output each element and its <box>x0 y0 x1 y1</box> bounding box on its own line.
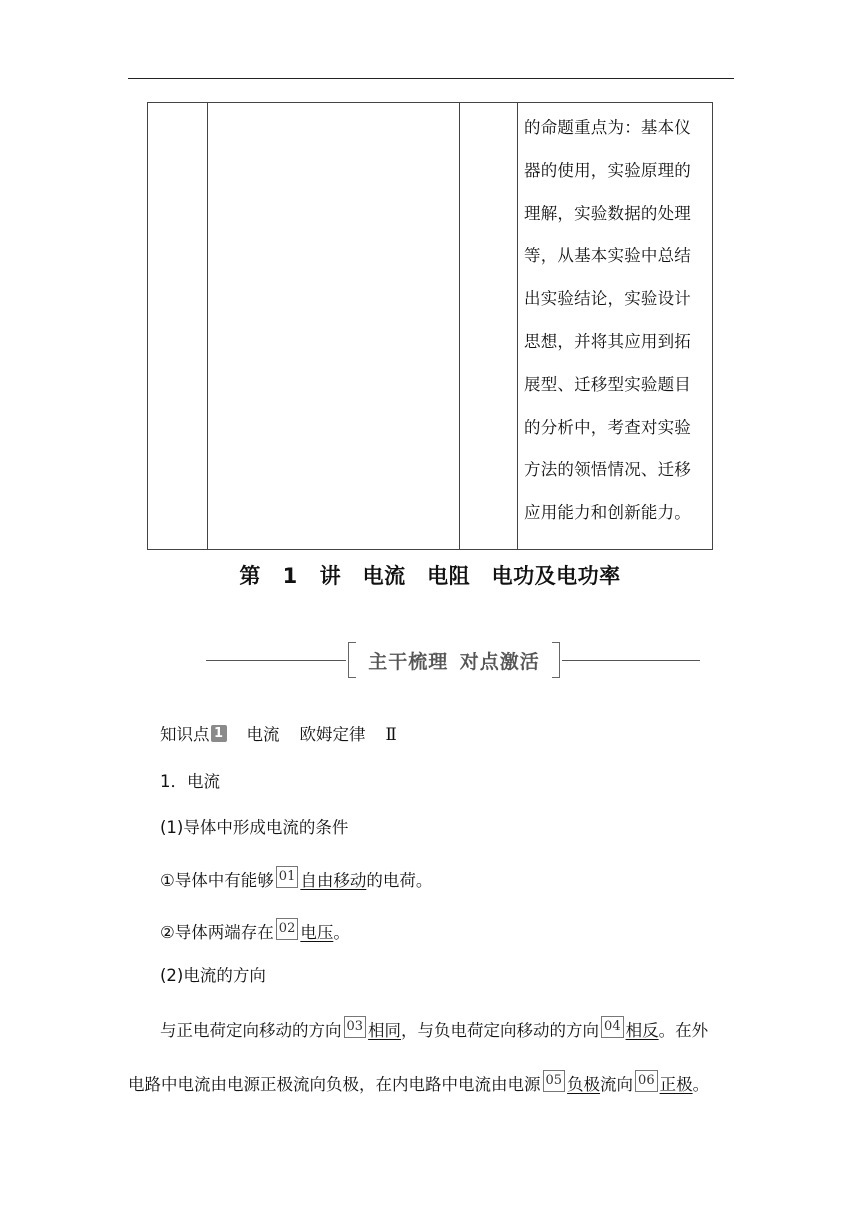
cell-line: 理解，实验数据的处理 <box>524 203 691 223</box>
section-banner <box>348 642 560 676</box>
section-title: 1．电流 <box>160 772 220 791</box>
paragraph-line: 与正电荷定向移动的方向 03 相同，与负电荷定向移动的方向 04 相反。在外 <box>160 1016 708 1043</box>
list-item: ①导体中有能够 01 自由移动的电荷。 <box>160 866 432 893</box>
blank-number: 05 <box>543 1070 566 1092</box>
cell-line: 等，从基本实验中总结 <box>524 246 691 266</box>
answer-text: 自由移动 <box>300 871 367 890</box>
cell-line: 的分析中，考查对实验 <box>524 417 691 437</box>
answer-text: 负极 <box>567 1075 601 1094</box>
table-row <box>148 103 713 550</box>
banner-rule-left <box>206 660 346 661</box>
answer-text: 相同 <box>368 1021 402 1040</box>
answer-text: 电压 <box>300 923 334 942</box>
lecture-title: 第 1 讲 电流 电阻 电功及电功率 <box>239 564 621 588</box>
knowledge-topic: 欧姆定律 <box>299 725 366 744</box>
knowledge-topic: 电流 <box>246 725 280 744</box>
cell-line: 出实验结论，实验设计 <box>524 289 691 309</box>
subsection-title: (1)导体中形成电流的条件 <box>160 818 349 837</box>
list-item: ②导体两端存在 02 电压。 <box>160 918 350 945</box>
cell-line: 应用能力和创新能力。 <box>524 503 691 523</box>
knowledge-label: 知识点 <box>160 725 210 744</box>
knowledge-level: Ⅱ <box>385 725 397 744</box>
continued-table <box>147 102 713 550</box>
table-cell <box>208 103 460 550</box>
knowledge-point-heading <box>160 723 397 747</box>
banner-rule-right <box>562 660 700 661</box>
table-cell <box>460 103 518 550</box>
blank-number: 04 <box>601 1016 624 1038</box>
cell-line: 思想，并将其应用到拓 <box>524 331 691 351</box>
cell-line: 展型、迁移型实验题目 <box>524 374 691 394</box>
subsection-title: (2)电流的方向 <box>160 966 266 985</box>
answer-text: 相反 <box>625 1021 659 1040</box>
answer-text: 正极 <box>659 1075 693 1094</box>
blank-number: 01 <box>276 866 299 888</box>
cell-line: 方法的领悟情况、迁移 <box>524 460 691 480</box>
table-cell-description <box>518 103 713 550</box>
header-rule <box>128 78 734 79</box>
table-cell <box>148 103 208 550</box>
blank-number: 02 <box>276 918 299 940</box>
knowledge-number-badge: 1 <box>211 725 227 742</box>
cell-line: 器的使用，实验原理的 <box>524 160 691 180</box>
cell-line: 的命题重点为：基本仪 <box>524 118 691 137</box>
blank-number: 06 <box>635 1070 658 1092</box>
paragraph-line: 电路中电流由电源正极流向负极，在内电路中电流由电源 05 负极流向 06 正极。 <box>128 1070 709 1097</box>
blank-number: 03 <box>344 1016 367 1038</box>
banner-text: 主干梳理 对点激活 <box>368 651 540 673</box>
